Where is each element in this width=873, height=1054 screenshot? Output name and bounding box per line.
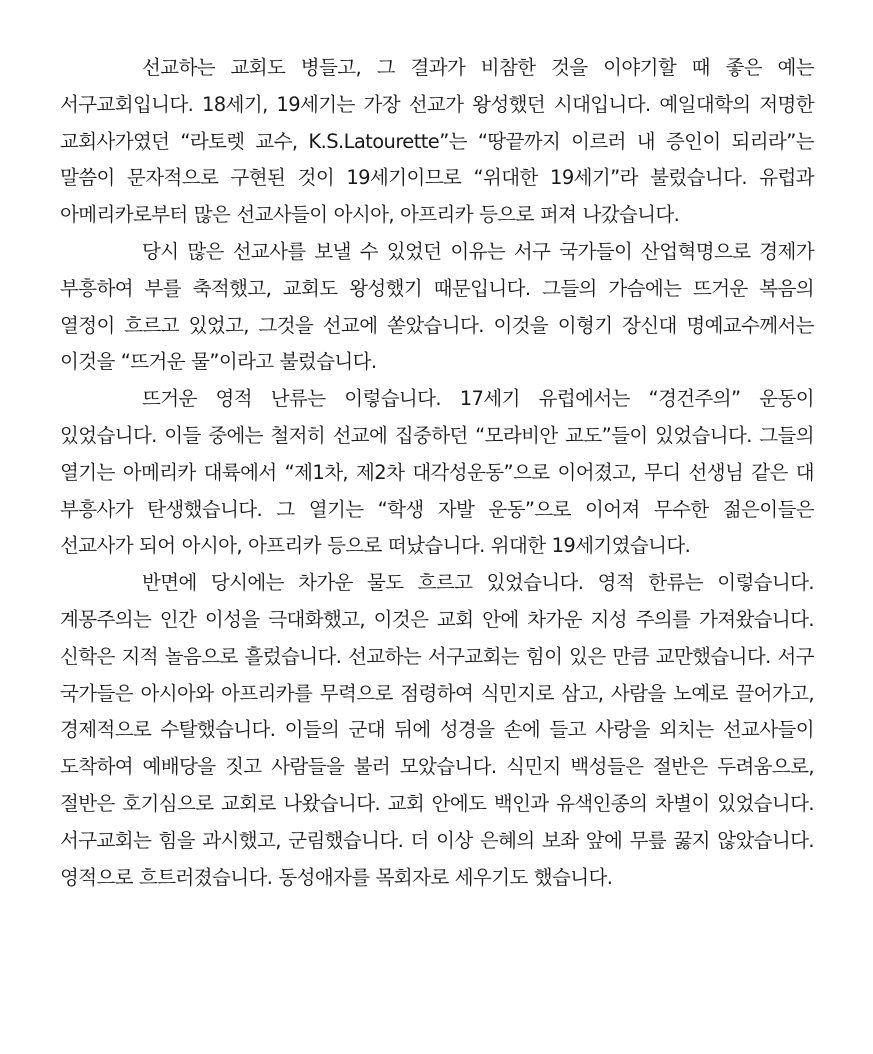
paragraph-cold-current: 반면에 당시에는 차가운 물도 흐르고 있었습니다. 영적 한류는 이렇습니다. 계몽주의는 인간 이성을 극대화했고, 이것은 교회 안에 차가운 지성 주의를 가져왔습니다. 신학은 지적 놀음으로 흘렀습니다. 선교하는 서구교회는 힘이 있은 만큼 교만했습니다. 서구 국가들은 아시아와 아프리카를 무력으로 점령하여 식민지로 삼고, 사람을 노예로 끌어가고, 경제적으로 수탈했습니다. 이들의 군대 뒤에 성경을 손에 들고 사랑을 외치는 선교사들이 도착하여 예배당을 짓고 사람들을 불러 모았습니다. 식민지 백성들은 절반은 두려움으로, 절반은 호기심으로 교회로 나왔습니다. 교회 안에도 백인과 유색인종의 차별이 있었습니다. 서구교회는 힘을 과시했고, 군림했습니다. 더 이상 은혜의 보좌 앞에 무릎 꿇지 않았습니다. 영적으로 흐트러졌습니다. 동성애자를 목회자로 세우기도 했습니다.	[60, 571, 814, 889]
paragraph-warm-current: 뜨거운 영적 난류는 이렇습니다. 17세기 유럽에서는 “경건주의” 운동이 있었습니다. 이들 중에는 철저히 선교에 집중하던 “모라비안 교도”들이 있었습니다. 그들의 열기는 아메리카 대륙에서 “제1차, 제2차 대각성운동”으로 이어졌고, 무디 선생님 같은 대 부흥사가 탄생했습니다. 그 열기는 “학생 자발 운동”으로 이어져 무수한 젊은이들은 선교사가 되어 아시아, 아프리카 등으로 떠났습니다. 위대한 19세기였습니다.	[60, 387, 814, 558]
paragraph-mission-churches: 선교하는 교회도 병들고, 그 결과가 비참한 것을 이야기할 때 좋은 예는 서구교회입니다. 18세기, 19세기는 가장 선교가 왕성했던 시대입니다. 예일대학의 저명한 교회사가였던 “라토렛 교수, K.S.Latourette”는 “땅끝까지 이르러 내 증인이 되리라”는 말씀이 문자적으로 구현된 것이 19세기이므로 “위대한 19세기”라 불렀습니다. 유럽과 아메리카로부터 많은 선교사들이 아시아, 아프리카 등으로 퍼져 나갔습니다.	[60, 56, 814, 227]
paragraph-hot-water: 당시 많은 선교사를 보낼 수 있었던 이유는 서구 국가들이 산업혁명으로 경제가 부흥하여 부를 축적했고, 교회도 왕성했기 때문입니다. 그들의 가슴에는 뜨거운 복음의 열정이 흐르고 있었고, 그것을 선교에 쏟았습니다. 이것을 이형기 장신대 명예교수께서는 이것을 “뜨거운 물”이라고 불렀습니다.	[60, 239, 814, 374]
document-body	[60, 50, 814, 896]
